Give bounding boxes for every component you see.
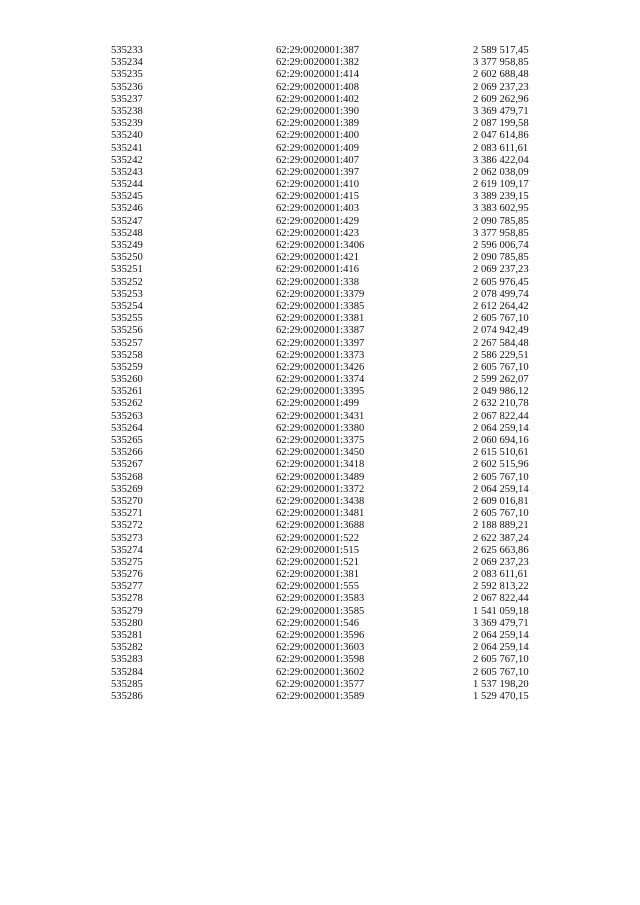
- record-number-cell: 535279: [111, 605, 143, 617]
- record-number-cell: 535241: [111, 142, 143, 154]
- table-row: [111, 423, 541, 435]
- table-row: [111, 520, 541, 532]
- record-number-cell: 535274: [111, 544, 143, 556]
- table-row: [111, 106, 541, 118]
- record-number-cell: 535266: [111, 447, 143, 459]
- cadastral-value-cell: 2 625 663,86: [473, 544, 529, 556]
- table-row: [111, 350, 541, 362]
- record-number-cell: 535240: [111, 130, 143, 142]
- cadastral-number-cell: 62:29:0020001:397: [276, 166, 359, 178]
- table-row: [111, 143, 541, 155]
- table-row: [111, 216, 541, 228]
- record-number-cell: 535238: [111, 105, 143, 117]
- table-row: [111, 654, 541, 666]
- cadastral-number-cell: 62:29:0020001:3602: [276, 666, 365, 678]
- record-number-cell: 535257: [111, 337, 143, 349]
- record-number-cell: 535242: [111, 154, 143, 166]
- table-row: [111, 667, 541, 679]
- cadastral-number-cell: 62:29:0020001:3596: [276, 630, 365, 641]
- cadastral-value-cell: 3 369 479,71: [473, 105, 529, 117]
- record-number-cell: 535239: [111, 118, 143, 130]
- table-row: [111, 338, 541, 350]
- cadastral-number-cell: 62:29:0020001:421: [276, 252, 359, 264]
- table-row: [111, 240, 541, 252]
- cadastral-number-cell: 62:29:0020001:389: [276, 118, 359, 130]
- table-row: [111, 264, 541, 276]
- cadastral-number-cell: 62:29:0020001:3603: [276, 642, 365, 654]
- record-number-cell: 535260: [111, 374, 143, 386]
- table-row: [111, 118, 541, 130]
- cadastral-value-cell: 2 596 006,74: [473, 240, 529, 251]
- record-number-cell: 535261: [111, 386, 143, 398]
- cadastral-number-cell: 62:29:0020001:3395: [276, 386, 365, 398]
- cadastral-value-cell: 2 069 237,23: [473, 264, 529, 276]
- record-number-cell: 535234: [111, 57, 143, 69]
- cadastral-value-cell: 2 615 510,61: [473, 447, 529, 459]
- table-row: [111, 508, 541, 520]
- cadastral-value-cell: 3 377 958,85: [473, 57, 529, 69]
- table-row: [111, 313, 541, 325]
- record-number-cell: 535254: [111, 300, 143, 312]
- table-row: [111, 362, 541, 374]
- cadastral-value-cell: 2 064 259,14: [473, 642, 529, 654]
- record-number-cell: 535271: [111, 508, 143, 520]
- record-number-cell: 535284: [111, 666, 143, 678]
- cadastral-value-cell: 2 605 767,10: [473, 654, 529, 666]
- cadastral-number-cell: 62:29:0020001:3426: [276, 361, 365, 373]
- record-number-cell: 535275: [111, 556, 143, 568]
- record-number-cell: 535256: [111, 325, 143, 337]
- record-number-cell: 535264: [111, 422, 143, 434]
- record-number-cell: 535235: [111, 69, 143, 81]
- cadastral-value-cell: 2 632 210,78: [473, 398, 529, 410]
- cadastral-number-cell: 62:29:0020001:390: [276, 105, 359, 117]
- table-row: [111, 569, 541, 581]
- table-row: [111, 289, 541, 301]
- cadastral-number-cell: 62:29:0020001:555: [276, 581, 359, 593]
- cadastral-value-cell: 2 067 822,44: [473, 410, 529, 422]
- cadastral-value-cell: 2 619 109,17: [473, 179, 529, 191]
- table-row: [111, 606, 541, 618]
- table-row: [111, 45, 541, 57]
- table-row: [111, 642, 541, 654]
- cadastral-number-cell: 62:29:0020001:415: [276, 191, 359, 203]
- cadastral-number-cell: 62:29:0020001:3583: [276, 593, 365, 605]
- cadastral-number-cell: 62:29:0020001:3577: [276, 678, 365, 690]
- table-row: [111, 69, 541, 81]
- cadastral-value-cell: 2 069 237,23: [473, 556, 529, 568]
- cadastral-number-cell: 62:29:0020001:3598: [276, 654, 365, 666]
- cadastral-value-table: [111, 45, 541, 703]
- cadastral-value-cell: 2 267 584,48: [473, 337, 529, 349]
- cadastral-number-cell: 62:29:0020001:3450: [276, 447, 365, 459]
- cadastral-value-cell: 2 609 262,96: [473, 93, 529, 105]
- cadastral-number-cell: 62:29:0020001:407: [276, 154, 359, 166]
- table-row: [111, 374, 541, 386]
- table-row: [111, 386, 541, 398]
- cadastral-value-cell: 2 064 259,14: [473, 630, 529, 641]
- record-number-cell: 535245: [111, 191, 143, 203]
- table-row: [111, 533, 541, 545]
- record-number-cell: 535255: [111, 313, 143, 325]
- cadastral-value-cell: 3 383 602,95: [473, 203, 529, 215]
- table-row: [111, 484, 541, 496]
- table-row: [111, 496, 541, 508]
- table-row: [111, 472, 541, 484]
- record-number-cell: 535247: [111, 215, 143, 227]
- cadastral-value-cell: 2 605 767,10: [473, 361, 529, 373]
- cadastral-value-cell: 2 609 016,81: [473, 495, 529, 507]
- cadastral-value-cell: 3 377 958,85: [473, 227, 529, 239]
- record-number-cell: 535259: [111, 361, 143, 373]
- cadastral-number-cell: 62:29:0020001:429: [276, 215, 359, 227]
- cadastral-number-cell: 62:29:0020001:387: [276, 45, 359, 56]
- cadastral-number-cell: 62:29:0020001:410: [276, 179, 359, 191]
- cadastral-number-cell: 62:29:0020001:522: [276, 532, 359, 544]
- table-row: [111, 630, 541, 642]
- table-row: [111, 130, 541, 142]
- table-row: [111, 679, 541, 691]
- cadastral-number-cell: 62:29:0020001:521: [276, 556, 359, 568]
- cadastral-number-cell: 62:29:0020001:402: [276, 93, 359, 105]
- cadastral-value-cell: 2 069 237,23: [473, 81, 529, 93]
- cadastral-value-cell: 2 586 229,51: [473, 349, 529, 361]
- record-number-cell: 535267: [111, 459, 143, 471]
- table-row: [111, 447, 541, 459]
- record-number-cell: 535246: [111, 203, 143, 215]
- record-number-cell: 535281: [111, 630, 143, 641]
- record-number-cell: 535282: [111, 642, 143, 654]
- cadastral-number-cell: 62:29:0020001:3406: [276, 240, 365, 251]
- record-number-cell: 535277: [111, 581, 143, 593]
- record-number-cell: 535268: [111, 471, 143, 483]
- cadastral-value-cell: 2 602 515,96: [473, 459, 529, 471]
- record-number-cell: 535262: [111, 398, 143, 410]
- cadastral-number-cell: 62:29:0020001:408: [276, 81, 359, 93]
- record-number-cell: 535272: [111, 520, 143, 532]
- cadastral-value-cell: 2 605 767,10: [473, 471, 529, 483]
- table-row: [111, 435, 541, 447]
- cadastral-number-cell: 62:29:0020001:400: [276, 130, 359, 142]
- cadastral-number-cell: 62:29:0020001:3688: [276, 520, 365, 532]
- cadastral-number-cell: 62:29:0020001:403: [276, 203, 359, 215]
- table-row: [111, 252, 541, 264]
- record-number-cell: 535273: [111, 532, 143, 544]
- record-number-cell: 535243: [111, 166, 143, 178]
- record-number-cell: 535258: [111, 349, 143, 361]
- cadastral-value-cell: 3 386 422,04: [473, 154, 529, 166]
- cadastral-value-cell: 2 605 767,10: [473, 666, 529, 678]
- table-row: [111, 167, 541, 179]
- cadastral-number-cell: 62:29:0020001:3387: [276, 325, 365, 337]
- cadastral-number-cell: 62:29:0020001:3397: [276, 337, 365, 349]
- table-row: [111, 94, 541, 106]
- cadastral-number-cell: 62:29:0020001:3374: [276, 374, 365, 386]
- cadastral-number-cell: 62:29:0020001:3372: [276, 483, 365, 495]
- cadastral-number-cell: 62:29:0020001:3589: [276, 690, 365, 702]
- cadastral-number-cell: 62:29:0020001:3375: [276, 435, 365, 446]
- cadastral-number-cell: 62:29:0020001:382: [276, 57, 359, 69]
- table-row: [111, 557, 541, 569]
- cadastral-value-cell: 2 064 259,14: [473, 483, 529, 495]
- cadastral-value-cell: 2 599 262,07: [473, 374, 529, 386]
- cadastral-value-cell: 2 087 199,58: [473, 118, 529, 130]
- cadastral-value-cell: 2 188 889,21: [473, 520, 529, 532]
- cadastral-number-cell: 62:29:0020001:3489: [276, 471, 365, 483]
- cadastral-number-cell: 62:29:0020001:414: [276, 69, 359, 81]
- cadastral-value-cell: 2 067 822,44: [473, 593, 529, 605]
- record-number-cell: 535280: [111, 617, 143, 629]
- record-number-cell: 535251: [111, 264, 143, 276]
- cadastral-value-cell: 2 589 517,45: [473, 45, 529, 56]
- cadastral-value-cell: 2 605 976,45: [473, 276, 529, 288]
- cadastral-value-cell: 2 083 611,61: [473, 142, 529, 154]
- cadastral-value-cell: 2 622 387,24: [473, 532, 529, 544]
- cadastral-value-cell: 1 537 198,20: [473, 678, 529, 690]
- cadastral-number-cell: 62:29:0020001:3481: [276, 508, 365, 520]
- table-row: [111, 228, 541, 240]
- cadastral-number-cell: 62:29:0020001:409: [276, 142, 359, 154]
- cadastral-value-cell: 2 083 611,61: [473, 569, 529, 581]
- table-row: [111, 325, 541, 337]
- record-number-cell: 535285: [111, 678, 143, 690]
- table-row: [111, 301, 541, 313]
- table-row: [111, 411, 541, 423]
- table-row: [111, 277, 541, 289]
- table-row: [111, 691, 541, 703]
- cadastral-value-cell: 1 541 059,18: [473, 605, 529, 617]
- table-row: [111, 593, 541, 605]
- record-number-cell: 535278: [111, 593, 143, 605]
- cadastral-number-cell: 62:29:0020001:3373: [276, 349, 365, 361]
- record-number-cell: 535263: [111, 410, 143, 422]
- cadastral-number-cell: 62:29:0020001:499: [276, 398, 359, 410]
- table-row: [111, 618, 541, 630]
- table-row: [111, 545, 541, 557]
- cadastral-number-cell: 62:29:0020001:546: [276, 617, 359, 629]
- cadastral-value-cell: 3 389 239,15: [473, 191, 529, 203]
- record-number-cell: 535233: [111, 45, 143, 56]
- table-row: [111, 82, 541, 94]
- record-number-cell: 535244: [111, 179, 143, 191]
- table-row: [111, 179, 541, 191]
- cadastral-value-cell: 2 605 767,10: [473, 508, 529, 520]
- cadastral-value-cell: 2 049 986,12: [473, 386, 529, 398]
- cadastral-number-cell: 62:29:0020001:3381: [276, 313, 365, 325]
- cadastral-number-cell: 62:29:0020001:3585: [276, 605, 365, 617]
- cadastral-number-cell: 62:29:0020001:381: [276, 569, 359, 581]
- table-row: [111, 581, 541, 593]
- cadastral-value-cell: 2 060 694,16: [473, 435, 529, 446]
- record-number-cell: 535236: [111, 81, 143, 93]
- cadastral-number-cell: 62:29:0020001:3379: [276, 288, 365, 300]
- record-number-cell: 535253: [111, 288, 143, 300]
- record-number-cell: 535283: [111, 654, 143, 666]
- record-number-cell: 535249: [111, 240, 143, 251]
- record-number-cell: 535265: [111, 435, 143, 446]
- cadastral-number-cell: 62:29:0020001:515: [276, 544, 359, 556]
- cadastral-number-cell: 62:29:0020001:416: [276, 264, 359, 276]
- cadastral-value-cell: 2 062 038,09: [473, 166, 529, 178]
- cadastral-number-cell: 62:29:0020001:3385: [276, 300, 365, 312]
- record-number-cell: 535248: [111, 227, 143, 239]
- table-row: [111, 155, 541, 167]
- record-number-cell: 535250: [111, 252, 143, 264]
- record-number-cell: 535269: [111, 483, 143, 495]
- record-number-cell: 535237: [111, 93, 143, 105]
- record-number-cell: 535286: [111, 690, 143, 702]
- cadastral-value-cell: 2 602 688,48: [473, 69, 529, 81]
- cadastral-number-cell: 62:29:0020001:3418: [276, 459, 365, 471]
- table-row: [111, 459, 541, 471]
- table-row: [111, 191, 541, 203]
- cadastral-number-cell: 62:29:0020001:423: [276, 227, 359, 239]
- cadastral-value-cell: 2 090 785,85: [473, 252, 529, 264]
- cadastral-number-cell: 62:29:0020001:3438: [276, 495, 365, 507]
- cadastral-value-cell: 2 090 785,85: [473, 215, 529, 227]
- cadastral-value-cell: 2 592 813,22: [473, 581, 529, 593]
- table-row: [111, 57, 541, 69]
- cadastral-value-cell: 2 064 259,14: [473, 422, 529, 434]
- cadastral-value-cell: 1 529 470,15: [473, 690, 529, 702]
- cadastral-value-cell: 2 605 767,10: [473, 313, 529, 325]
- table-row: [111, 203, 541, 215]
- cadastral-number-cell: 62:29:0020001:3431: [276, 410, 365, 422]
- cadastral-value-cell: 2 612 264,42: [473, 300, 529, 312]
- cadastral-value-cell: 2 047 614,86: [473, 130, 529, 142]
- cadastral-value-cell: 2 078 499,74: [473, 288, 529, 300]
- cadastral-number-cell: 62:29:0020001:3380: [276, 422, 365, 434]
- cadastral-number-cell: 62:29:0020001:338: [276, 276, 359, 288]
- record-number-cell: 535276: [111, 569, 143, 581]
- cadastral-value-cell: 3 369 479,71: [473, 617, 529, 629]
- record-number-cell: 535252: [111, 276, 143, 288]
- table-row: [111, 398, 541, 410]
- record-number-cell: 535270: [111, 495, 143, 507]
- cadastral-value-cell: 2 074 942,49: [473, 325, 529, 337]
